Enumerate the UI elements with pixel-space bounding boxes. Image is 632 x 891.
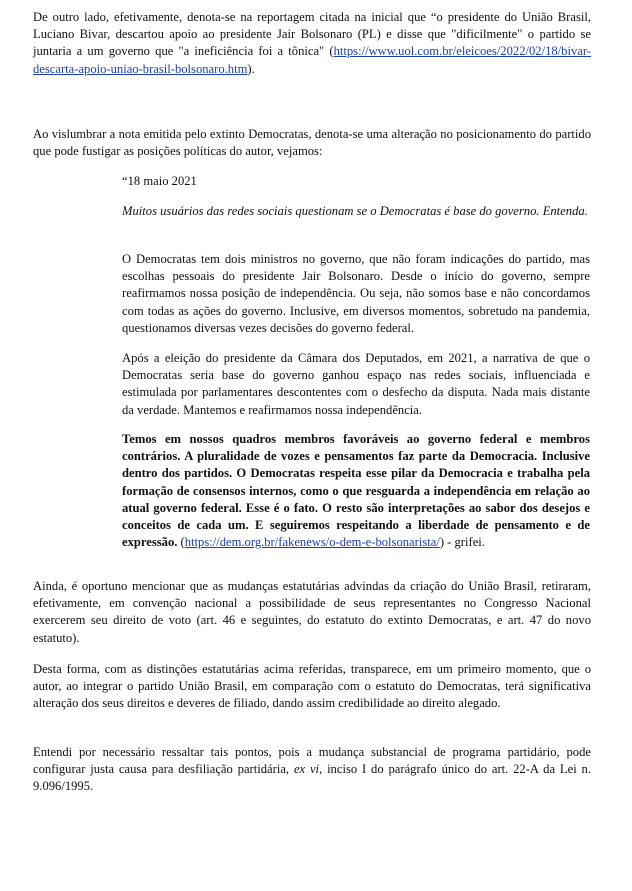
quote-date: “18 maio 2021 — [122, 174, 197, 188]
paragraph-democratas-note: Ao vislumbrar a nota emitida pelo extinto Democratas, denota-se uma alteração no posicionamento do partido que pode fustigar as posições políticas do autor, vejamos: — [33, 127, 591, 159]
latin-term: ex vi — [293, 762, 320, 777]
paragraph-text: Entendi por necessário ressaltar tais pontos, pois a mudança substancial de programa partidário, pode configurar justa causa para desfiliação partidária, — [33, 745, 591, 777]
quote-paragraph-bold: Temos em nossos quadros membros favoráveis ao governo federal e membros contrários. A pluralidade de vozes e pensamentos faz parte da Democracia. Inclusive dentro dos partidos. O Democratas respeita esse pilar da Democracia e trabalha pela formação de consensos internos, como o que resguarda a independência em relação ao atual governo federal. Esse é o fato. O resto são interpretações ao sabor dos desejos e conceitos de cada um. E seguiremos respeitando a liberdade de pensamento e de expressão. (https://dem.org.br/fakenews/o-dem-e-bolsonarista/) - grifei. — [122, 432, 590, 550]
paragraph-text-end: ). — [247, 61, 255, 76]
paragraph-conclusion: Desta forma, com as distinções estatutárias acima referidas, transparece, em um primeiro momento, que o autor, ao integrar o partido União Brasil, em comparação com o estatuto do Democratas, terá significativa alteração dos seus direitos e deveres de filiado, dando assim credibilidade ao direito alegado. — [33, 662, 591, 711]
quote-paragraph-ministers: O Democratas tem dois ministros no governo, que não foram indicações do partido, mas escolhas pessoais do presidente Jair Bolsonaro. Desde o início do governo, sempre reafirmamos nossa posição de independência. Ou seja, não somos base e não concordamos com todas as ações do governo. Inclusive, em diversos momentos, sobretudo na pandemia, questionamos diversas vezes decisões do governo federal. — [122, 252, 590, 335]
uol-article-link[interactable]: https://www.uol.com.br/eleicoes/2022/02/18/bivar-descarta-apoio-uniao-brasil-bolsonaro.htm — [33, 44, 591, 76]
quote-suffix: - grifei. — [447, 535, 485, 550]
quote-bold-text: Temos em nossos quadros membros favoráveis ao governo federal e membros contrários. A pluralidade de vozes e pensamentos faz parte da Democracia. Inclusive dentro dos partidos. O Democratas respeita esse pilar da Democracia e trabalha pela formação de consensos internos, como o que resguarda a independência em relação ao atual governo federal. Esse é o fato. O resto são interpretações ao sabor dos desejos e conceitos de cada um. E seguiremos respeitando a liberdade de pensamento e de expressão. — [122, 432, 590, 550]
paragraph-text: De outro lado, efetivamente, denota-se na reportagem citada na inicial que “o presidente do União Brasil, Luciano Bivar, descartou apoio ao presidente Jair Bolsonaro (PL) e disse que "dificilmente" o partido se juntaria a um governo que "a ineficiência foi a tônica" ( — [33, 10, 591, 59]
paragraph-uniao-brasil-report — [33, 9, 591, 78]
paragraph-statute-changes: Ainda, é oportuno mencionar que as mudanças estatutárias advindas da criação do União Brasil, retiraram, efetivamente, em convenção nacional a possibilidade de seus representantes no Congresso Nacional exercerem seu direito de voto (art. 46 e seguintes, do estatuto do extinto Democratas, e art. 47 do novo estatuto). — [33, 579, 591, 645]
paragraph-text-end: , inciso I do parágrafo único do art. 22-A da Lei n. 9.096/1995. — [33, 762, 591, 794]
quote-italic-lead: Muitos usuários das redes sociais questionam se o Democratas é base do governo. Entenda. — [122, 204, 588, 218]
quote-paragraph-election: Após a eleição do presidente da Câmara dos Deputados, em 2021, a narrativa de que o Democratas seria base do governo ganhou espaço nas redes sociais, influenciada e estimulada por parlamentares descontentes com o desfecho da disputa. Nada mais distante da verdade. Mantemos e reafirmamos nossa independência. — [122, 351, 590, 417]
dem-fakenews-link[interactable]: https://dem.org.br/fakenews/o-dem-e-bolsonarista/ — [184, 535, 440, 550]
paragraph-just-cause — [33, 744, 591, 796]
